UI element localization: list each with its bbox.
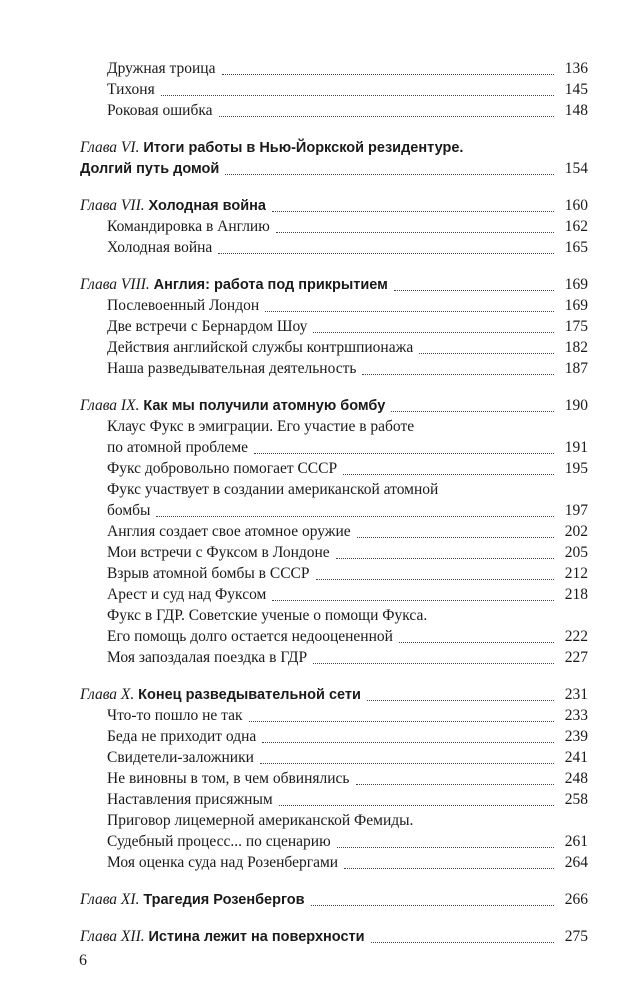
- entry-title: [107, 648, 307, 668]
- section-entry: [107, 417, 588, 437]
- entry-page-number: 205: [564, 544, 588, 561]
- chapter-title: Трагедия Розенбергов: [143, 892, 305, 908]
- section-title: Послевоенный Лондон: [107, 297, 260, 314]
- section-title: Наставления присяжным: [107, 791, 273, 808]
- section-entry: [107, 606, 588, 626]
- section-entry: [107, 543, 588, 563]
- dot-leader: [344, 864, 554, 869]
- entry-title: [80, 275, 388, 295]
- entry-title: [107, 853, 338, 873]
- entry-title: [107, 564, 310, 584]
- entry-page-number: 195: [564, 460, 588, 477]
- section-entry: [107, 811, 588, 831]
- chapter-entry: [80, 685, 588, 705]
- chapter-entry: [80, 275, 588, 295]
- section-title: Не виновны в том, в чем обвинялись: [107, 770, 350, 787]
- section-title: Тихоня: [107, 81, 155, 98]
- chapter-title: Итоги работы в Нью-Йоркской резидентуре.: [143, 140, 464, 156]
- dot-leader: [362, 370, 554, 375]
- entry-title: [107, 438, 248, 458]
- entry-title: [107, 296, 259, 316]
- entry-page-number: 182: [564, 339, 588, 356]
- section-title: Мои встречи с Фуксом в Лондоне: [107, 544, 330, 561]
- dot-leader: [357, 533, 554, 538]
- section-title: Моя оценка суда над Розенбергами: [107, 854, 339, 871]
- dot-leader: [391, 407, 554, 412]
- entry-title: [80, 685, 361, 705]
- entry-title: [107, 606, 427, 626]
- section-title: Арест и суд над Фуксом: [107, 586, 267, 603]
- dot-leader: [313, 659, 554, 664]
- section-entry: [107, 769, 588, 789]
- entry-page-number: 241: [564, 749, 588, 766]
- section-entry: [107, 748, 588, 768]
- section-entry: [107, 480, 588, 500]
- entry-page-number: 258: [564, 791, 588, 808]
- section-title: Приговор лицемерной американской Фемиды.: [107, 812, 414, 829]
- dot-leader: [311, 901, 554, 906]
- chapter-label: Глава VII.: [80, 197, 149, 214]
- dot-leader: [161, 91, 554, 96]
- entry-title: [107, 101, 213, 121]
- section-entry: [107, 296, 588, 316]
- dot-leader: [356, 780, 555, 785]
- entry-title: [107, 543, 330, 563]
- dot-leader: [260, 759, 554, 764]
- dot-leader: [249, 717, 554, 722]
- entry-title: [80, 396, 385, 416]
- section-entry: [107, 438, 588, 458]
- section-title: бомбы: [107, 502, 151, 519]
- entry-page-number: 197: [564, 502, 588, 519]
- chapter-entry: [80, 927, 588, 947]
- entry-title: [80, 138, 463, 158]
- dot-leader: [343, 470, 554, 475]
- section-entry: [107, 317, 588, 337]
- section-title: Беда не приходит одна: [107, 728, 257, 745]
- entry-title: [107, 59, 216, 79]
- entry-page-number: 162: [564, 218, 588, 235]
- entry-page-number: 248: [564, 770, 588, 787]
- section-title: Две встречи с Бернардом Шоу: [107, 318, 308, 335]
- entry-page-number: 169: [564, 276, 588, 293]
- section-title: Свидетели-заложники: [107, 749, 254, 766]
- section-title: Роковая ошибка: [107, 102, 213, 119]
- entry-title: [107, 748, 254, 768]
- chapter-title: Холодная война: [148, 198, 266, 214]
- dot-leader: [225, 170, 554, 175]
- entry-title: [80, 890, 305, 910]
- dot-leader: [272, 596, 554, 601]
- entry-title: [107, 217, 270, 237]
- section-entry: [107, 627, 588, 647]
- section-title: Фукс участвует в создании американской атомной: [107, 481, 439, 498]
- section-title: Судебный процесс... по сценарию: [107, 833, 331, 850]
- entry-page-number: 239: [564, 728, 588, 745]
- entry-title: [107, 832, 331, 852]
- section-title: Командировка в Англию: [107, 218, 270, 235]
- section-entry: [107, 564, 588, 584]
- entry-title: [107, 417, 414, 437]
- section-title: Фукс в ГДР. Советские ученые о помощи Фукса.: [107, 607, 428, 624]
- section-entry: [107, 522, 588, 542]
- entry-title: [107, 359, 356, 379]
- section-title: Его помощь долго остается недооцененной: [107, 628, 393, 645]
- entry-page-number: 261: [564, 833, 588, 850]
- entry-page-number: 190: [564, 397, 588, 414]
- entry-page-number: 169: [564, 297, 588, 314]
- dot-leader: [222, 70, 555, 75]
- entry-title: [107, 317, 307, 337]
- entry-title: [107, 501, 150, 521]
- entry-title: [107, 80, 155, 100]
- dot-leader: [279, 801, 554, 806]
- entry-page-number: 227: [564, 649, 588, 666]
- chapter-entry: [80, 396, 588, 416]
- entry-title: [107, 480, 438, 500]
- chapter-title: Истина лежит на поверхности: [148, 929, 365, 945]
- dot-leader: [276, 228, 554, 233]
- dot-leader: [262, 738, 554, 743]
- entry-page-number: 187: [564, 360, 588, 377]
- section-entry: [107, 706, 588, 726]
- dot-leader: [371, 938, 554, 943]
- section-title: Дружная троица: [107, 60, 216, 77]
- entry-page-number: 222: [564, 628, 588, 645]
- entry-page-number: 160: [564, 197, 588, 214]
- dot-leader: [419, 349, 554, 354]
- entry-page-number: 264: [564, 854, 588, 871]
- entry-title: [107, 727, 256, 747]
- section-title: Действия английской службы контршпионажа: [107, 339, 414, 356]
- section-title: Фукс добровольно помогает СССР: [107, 460, 338, 477]
- dot-leader: [367, 696, 554, 701]
- entry-page-number: 218: [564, 586, 588, 603]
- section-title: Наша разведывательная деятельность: [107, 360, 357, 377]
- section-entry: [107, 101, 588, 121]
- entry-page-number: 154: [564, 160, 588, 177]
- dot-leader: [272, 207, 554, 212]
- section-entry: [107, 217, 588, 237]
- dot-leader: [218, 249, 554, 254]
- section-entry: [107, 338, 588, 358]
- entry-page-number: 165: [564, 239, 588, 256]
- section-entry: [107, 238, 588, 258]
- entry-page-number: 145: [564, 81, 588, 98]
- section-entry: [107, 585, 588, 605]
- entry-page-number: 191: [564, 439, 588, 456]
- entry-page-number: 175: [564, 318, 588, 335]
- section-title: по атомной проблеме: [107, 439, 249, 456]
- entry-page-number: 136: [564, 60, 588, 77]
- chapter-title: Англия: работа под прикрытием: [153, 277, 388, 293]
- section-entry: [107, 80, 588, 100]
- entry-title: [107, 585, 266, 605]
- dot-leader: [399, 638, 554, 643]
- entry-page-number: 202: [564, 523, 588, 540]
- chapter-label: Глава VI.: [80, 139, 144, 156]
- section-entry: [107, 359, 588, 379]
- page-number: 6: [79, 952, 87, 969]
- entry-title: [107, 769, 350, 789]
- section-title: Взрыв атомной бомбы в СССР: [107, 565, 310, 582]
- dot-leader: [336, 554, 554, 559]
- entry-title: [107, 338, 413, 358]
- chapter-title: Конец разведывательной сети: [138, 687, 361, 703]
- entry-title: [80, 159, 219, 179]
- entry-title: [80, 196, 266, 216]
- chapter-entry: [80, 159, 588, 179]
- chapter-title: Долгий путь домой: [80, 161, 220, 177]
- dot-leader: [337, 843, 554, 848]
- section-title: Что-то пошло не так: [107, 707, 243, 724]
- section-entry: [107, 59, 588, 79]
- dot-leader: [254, 449, 554, 454]
- entry-page-number: 275: [564, 928, 588, 945]
- dot-leader: [313, 328, 554, 333]
- chapter-entry: [80, 138, 588, 158]
- section-title: Холодная война: [107, 239, 213, 256]
- chapter-label: Глава X.: [80, 686, 139, 703]
- chapter-label: Глава XII.: [80, 928, 149, 945]
- section-entry: [107, 501, 588, 521]
- section-entry: [107, 832, 588, 852]
- entry-page-number: 148: [564, 102, 588, 119]
- chapter-label: Глава IX.: [80, 397, 144, 414]
- entry-page-number: 266: [564, 891, 588, 908]
- section-title: Клаус Фукс в эмиграции. Его участие в работе: [107, 418, 415, 435]
- dot-leader: [394, 286, 554, 291]
- chapter-title: Как мы получили атомную бомбу: [143, 398, 386, 414]
- section-title: Моя запоздалая поездка в ГДР: [107, 649, 308, 666]
- section-entry: [107, 853, 588, 873]
- entry-title: [107, 790, 273, 810]
- chapter-label: Глава VIII.: [80, 276, 154, 293]
- entry-title: [107, 522, 351, 542]
- chapter-label: Глава XI.: [80, 891, 144, 908]
- entry-title: [107, 459, 337, 479]
- section-entry: [107, 648, 588, 668]
- dot-leader: [156, 512, 554, 517]
- dot-leader: [219, 112, 554, 117]
- dot-leader: [316, 575, 555, 580]
- chapter-entry: [80, 890, 588, 910]
- section-entry: [107, 459, 588, 479]
- entry-title: [107, 706, 243, 726]
- entry-title: [107, 811, 413, 831]
- entry-title: [107, 238, 212, 258]
- dot-leader: [265, 307, 554, 312]
- entry-title: [80, 927, 365, 947]
- entry-title: [107, 627, 393, 647]
- section-entry: [107, 727, 588, 747]
- entry-page-number: 212: [564, 565, 588, 582]
- section-title: Англия создает свое атомное оружие: [107, 523, 351, 540]
- section-entry: [107, 790, 588, 810]
- entry-page-number: 233: [564, 707, 588, 724]
- entry-page-number: 231: [564, 686, 588, 703]
- chapter-entry: [80, 196, 588, 216]
